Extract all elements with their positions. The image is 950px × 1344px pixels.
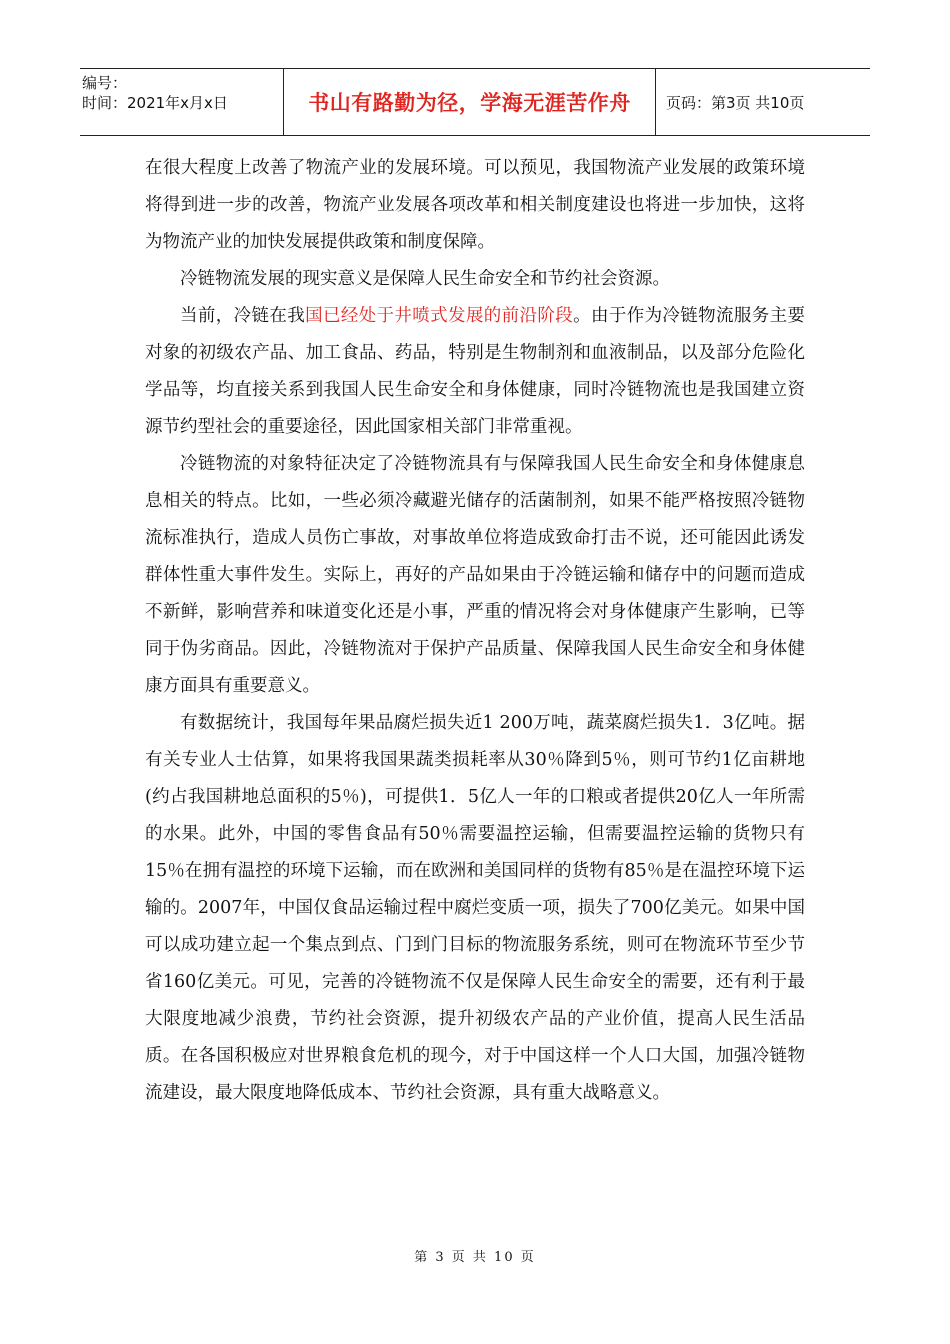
paragraph-continued: 在很大程度上改善了物流产业的发展环境。可以预见，我国物流产业发展的政策环境将得到进一步的改善，物流产业发展各项改革和相关制度建设也将进一步加快，这将为物流产业的加快发展提供政策和制度保障。 bbox=[145, 158, 805, 252]
paragraph-text-before-highlight: 当前，冷链在我 bbox=[180, 306, 306, 326]
header-page-cell bbox=[656, 69, 870, 135]
footer-page-number: 第 3 页 共 10 页 bbox=[414, 1250, 536, 1265]
paragraph-statistics: 有数据统计，我国每年果品腐烂损失近1 200万吨，蔬菜腐烂损失1．3亿吨。据有关专业人士估算，如果将我国果蔬类损耗率从30％降到5％，则可节约1亿亩耕地(约占我国耕地总面积的5％)，可提供1．5亿人一年的口粮或者提供20亿人一年所需的水果。此外，中国的零售食品有50％需要温控运输，但需要温控运输的货物只有15％在拥有温控的环境下运输，而在欧洲和美国同样的货物有85％是在温控环境下运输的。2007年，中国仅食品运输过程中腐烂变质一项，损失了700亿美元。如果中国可以成功建立起一个集点到点、门到门目标的物流服务系统，则可在物流环节至少节省160亿美元。可见，完善的冷链物流不仅是保障人民生命安全的需要，还有利于最大限度地减少浪费，节约社会资源，提升初级农产品的产业价值，提高人民生活品质。在各国积极应对世界粮食危机的现今，对于中国这样一个人口大国，加强冷链物流建设，最大限度地降低成本、节约社会资源，具有重大战略意义。 bbox=[145, 713, 805, 1103]
document-body bbox=[145, 150, 805, 1112]
header-number-label: 编号： bbox=[82, 74, 128, 92]
highlighted-phrase: 国已经处于井喷式发展的前沿阶段 bbox=[305, 306, 574, 326]
header-motto: 书山有路勤为径，学海无涯苦作舟 bbox=[308, 91, 631, 115]
header-meta bbox=[80, 69, 284, 135]
paragraph-thesis: 冷链物流发展的现实意义是保障人民生命安全和节约社会资源。 bbox=[180, 269, 670, 289]
header-motto-cell bbox=[284, 69, 656, 135]
header-date-label: 时间：2021年x月x日 bbox=[82, 94, 228, 112]
header-page-label: 页码：第3页 共10页 bbox=[666, 93, 805, 112]
page-header bbox=[80, 68, 870, 136]
paragraph-text-after-highlight: 。由于作为冷链物流服务主要对象的初级农产品、加工食品、药品，特别是生物制剂和血液制品，以及部分危险化学品等，均直接关系到我国人民生命安全和身体健康，同时冷链物流也是我国建立资源节约型社会的重要途径，因此国家相关部门非常重视。 bbox=[145, 306, 806, 437]
paragraph-current-status bbox=[145, 298, 805, 446]
page-footer bbox=[0, 1246, 950, 1265]
paragraph-object-features: 冷链物流的对象特征决定了冷链物流具有与保障我国人民生命安全和身体健康息息相关的特点。比如，一些必须冷藏避光储存的活菌制剂，如果不能严格按照冷链物流标准执行，造成人员伤亡事故，对事故单位将造成致命打击不说，还可能因此诱发群体性重大事件发生。实际上，再好的产品如果由于冷链运输和储存中的问题而造成不新鲜，影响营养和味道变化还是小事，严重的情况将会对身体健康产生影响，已等同于伪劣商品。因此，冷链物流对于保护产品质量、保障我国人民生命安全和身体健康方面具有重要意义。 bbox=[145, 454, 805, 696]
